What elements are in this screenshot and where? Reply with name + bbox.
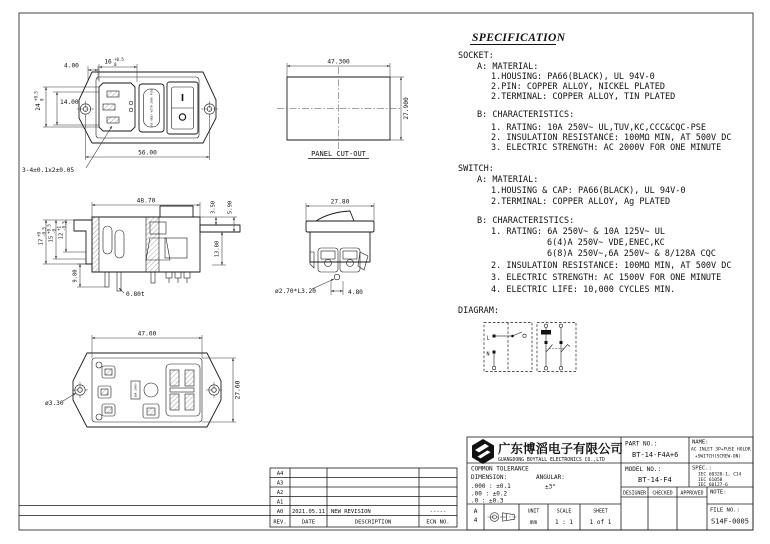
rear-flange (73, 353, 221, 427)
dim-56-label: 56.00 (138, 149, 157, 157)
pin-earth (107, 91, 119, 97)
socket-terminals (98, 366, 115, 416)
spec-line: 3. ELECTRIC STRENGTH: AC 1500V FOR ONE MINUTE (491, 273, 722, 283)
dim-15-label (47, 224, 57, 243)
model-no-value: BT-14-F4 (638, 476, 672, 484)
switch-block-top (160, 206, 193, 217)
dim-4-80-label: 4.80 (348, 289, 363, 296)
spec-line: 6(8)A 250V~,6A 250V~ & 8/128A CQC (547, 249, 716, 259)
cutout-width-label: 47.300 (327, 58, 350, 66)
terminal-screw (347, 260, 354, 267)
rev-cell: A0 (276, 509, 284, 515)
side-view-dimensions (37, 198, 238, 299)
spec-line: B: CHARACTERISTICS: (477, 216, 575, 226)
unit-value: mm (529, 519, 538, 526)
dim-13-80-label: 13.80 (214, 240, 221, 258)
revision-table (19, 468, 457, 527)
dim-0-80-label: 0.80t (126, 291, 145, 298)
front-view (22, 57, 218, 174)
svg-text:16: 16 (104, 58, 112, 66)
side-tab (358, 252, 368, 270)
company-logo (472, 439, 494, 464)
rocker-off-mark (179, 114, 185, 120)
unit-label: UNIT (527, 509, 540, 515)
svg-text:+0.5: +0.5 (114, 56, 124, 62)
svg-text:+0.5: +0.5 (33, 91, 39, 101)
name-value-line1: AC INLET 3P+FUSE HOLDR (691, 447, 751, 453)
inlet-socket (99, 83, 135, 131)
spec-line-3: IEC 60127-6 (698, 483, 728, 488)
spec-line: 4. ELECTRIC LIFE: 10,000 CYCLES MIN. (491, 285, 676, 295)
pin-neutral (107, 117, 119, 123)
line-terminal-label: L (486, 335, 490, 342)
spec-line-1: IEC 60320-1, C14 (698, 472, 742, 478)
dim-4-label: 4.00 (64, 62, 79, 70)
spec-line: 2. INSULATION RESISTANCE: 100MΩ MIN, AT 500V DC (491, 133, 732, 143)
name-label: NAME: (692, 439, 709, 446)
rev-cell: A1 (276, 499, 284, 506)
spec-line: B: CHARACTERISTICS: (477, 110, 575, 120)
end-view (275, 199, 374, 297)
rear-hole-right (206, 382, 222, 398)
angular-label: ANGULAR: (536, 474, 565, 481)
solder-pin (151, 272, 155, 283)
dim-hole-label: ø3.30 (45, 400, 64, 407)
spec-line: 2.PIN: COPPER ALLOY, NICKEL PLATED (491, 82, 665, 92)
rear-view (45, 331, 242, 428)
scale-value: 1 : 1 (554, 519, 574, 526)
sheet-label: SHEET (593, 509, 608, 515)
svg-text:24: 24 (35, 103, 42, 111)
spec-line-2: IEC 61058 (698, 477, 723, 483)
name-value-line2: +SWITCH(SCREW-ON) (695, 454, 742, 460)
tolerance-title: COMMON TOLERANCE (471, 465, 529, 473)
dim-3-50-label: 3.50 (210, 200, 217, 214)
panel-cutout-title: PANEL CUT-OUT (311, 150, 366, 158)
rev-desc-cell: NEW REVISION (331, 509, 371, 515)
spec-line: A: MATERIAL: (477, 62, 539, 72)
switch-schematic-box (537, 323, 576, 372)
sheet-size-number: 4 (473, 517, 478, 524)
mount-bracket (74, 220, 92, 264)
rev-cell: A4 (276, 471, 284, 477)
side-view (37, 198, 241, 299)
scale-label: SCALE (556, 509, 572, 515)
note-label: NOTE: (710, 489, 727, 496)
dim-12-label (57, 221, 67, 240)
dim-17-label (37, 227, 47, 246)
svg-text:0: 0 (114, 61, 117, 67)
switch-heading: SWITCH: (458, 164, 494, 174)
dim-16-label (104, 57, 124, 67)
tolerance-block (471, 466, 565, 505)
solder-pin (105, 272, 109, 287)
pin-line (103, 104, 115, 110)
company-name-cn: 广东博滔电子有限公司 (498, 442, 624, 456)
diagram-heading: DIAGRAM: (458, 306, 499, 316)
svg-text:+1: +1 (56, 226, 62, 231)
neutral-terminal-label: N (486, 351, 490, 358)
sheet-value: 1 of 1 (589, 519, 612, 526)
cert-mark (129, 108, 133, 112)
file-no-label: FILE NO.: (710, 507, 740, 514)
fuse-clip (103, 226, 112, 254)
svg-text:-0.5: -0.5 (61, 221, 67, 231)
side-tab (310, 252, 314, 268)
rating-label: 10A 250V~ (133, 382, 138, 398)
date-header: DATE (301, 519, 316, 526)
spec-line: 2.TERMINAL: COPPER ALLOY, TIN PLATED (491, 92, 676, 102)
case-screw (96, 362, 102, 368)
spec-line: 1. RATING: 10A 250V~ UL,TUV,KC,CCC&CQC-PSE (491, 123, 706, 133)
rev-ecn-cell: ----- (429, 509, 447, 515)
dimension-label: DIMENSION: (471, 474, 508, 481)
svg-text:12: 12 (58, 232, 65, 240)
panel-cutout-view (277, 59, 410, 159)
cert-mark (129, 101, 133, 105)
title-block (467, 437, 753, 530)
rear-hole-left (72, 382, 88, 398)
projection-symbol (488, 513, 517, 522)
spec-line: 2.TERMINAL: COPPER ALLOY, Ag PLATED (491, 197, 671, 207)
company-name-en: GUANGDONG BOYTALL ELECTRONICS CO.,LTD (498, 458, 605, 463)
spec-line: A: MATERIAL: (477, 175, 539, 185)
svg-text:15: 15 (48, 235, 55, 243)
tolerance-row-1: .000 : ±0.1 (471, 483, 511, 490)
center-boss (144, 383, 158, 397)
front-view-dimensions (22, 57, 210, 174)
fuse-end-contact (523, 334, 526, 337)
designer-label: DESIGNER (622, 491, 647, 497)
ecn-header: ECN NO. (426, 519, 450, 526)
tolerance-row-2: .00 : ±0.2 (471, 490, 508, 498)
rev-date-cell: 2021.05.11 (291, 509, 326, 515)
mounting-hole-left (77, 101, 94, 117)
dim-pin-label: ø2.70*L3.20 (275, 288, 316, 295)
mounting-hole-right (201, 101, 218, 117)
svg-text:+0.5: +0.5 (46, 224, 52, 234)
rev-cell: A3 (276, 480, 284, 487)
rev-header: REV. (273, 519, 287, 526)
spec-title: SPECIFICATION (472, 32, 566, 44)
circuit-diagram (484, 323, 576, 372)
fuse-drawer (139, 84, 164, 132)
file-no-value: S14F-0005 (711, 517, 749, 526)
end-view-dimensions (275, 199, 374, 297)
svg-text:17: 17 (38, 238, 45, 246)
approved-label: APPROVED (680, 491, 704, 497)
switch-cavity (165, 238, 187, 258)
round-pin (334, 274, 340, 280)
rocker-profile (316, 211, 354, 221)
spec-line: 1. RATING: 6A 250V~ & 10A 125V~ UL (491, 227, 665, 237)
spec-line: 2. INSULATION RESISTANCE: 100MΩ MIN, AT 500V DC (491, 261, 732, 271)
specification-block (458, 32, 732, 316)
dim-14-label: 14.00 (60, 99, 79, 106)
dim-24-label (34, 91, 45, 111)
svg-text:-0.5: -0.5 (41, 227, 47, 237)
dim-48-70-label: 48.70 (136, 197, 156, 205)
switch-bezel (306, 221, 374, 232)
fuse-clip (115, 230, 124, 258)
dim-9-80-label: 9.80 (72, 269, 79, 283)
angular-value: ±3° (545, 483, 556, 491)
tolerance-row-3: .0 : ±0.3 (471, 497, 504, 505)
fuse-drawer-label: USE ONLY WITH 250V FUSE (149, 88, 154, 128)
svg-text:-0: -0 (51, 229, 57, 234)
dim-27-60-label: 27.60 (234, 380, 242, 400)
dim-5-90-label: 5.90 (227, 200, 234, 214)
rocker-switch (167, 82, 198, 134)
description-header: DESCRIPTION (354, 519, 392, 526)
part-no-value: BT-14-F4A+6 (632, 451, 679, 459)
spec-line: 1.HOUSING & CAP: PA66(BLACK), UL 94V-0 (491, 186, 686, 196)
case-screw (96, 414, 102, 420)
svg-text:0: 0 (39, 98, 45, 101)
cutout-height-label: 27.900 (403, 97, 410, 120)
spec-line: 6(4)A 250V~ VDE,ENEC,KC (547, 238, 665, 248)
spec-line: 3. ELECTRIC STRENGTH: AC 2000V FOR ONE MINUTE (491, 143, 722, 153)
part-no-label: PART NO.: (625, 440, 658, 448)
terminal-screw (325, 260, 332, 267)
pin-note-label: 3-4±0.1x2±0.05 (22, 167, 75, 174)
indicator-lamp (541, 330, 551, 335)
switch-terminal-block (166, 364, 200, 416)
rev-cell: A2 (276, 490, 284, 496)
spec-label: SPEC.: (692, 465, 712, 472)
dim-27-80-label: 27.80 (330, 198, 350, 206)
dim-47-label: 47.00 (137, 330, 157, 338)
model-no-label: MODEL NO.: (625, 466, 662, 473)
checked-label: CHECKED (652, 491, 673, 497)
spec-line: 1.HOUSING: PA66(BLACK), UL 94V-0 (491, 72, 655, 82)
socket-heading: SOCKET: (458, 51, 494, 61)
sheet-size-letter: A (473, 508, 478, 515)
svg-text:+0: +0 (36, 232, 42, 237)
fuse-contact (511, 335, 514, 338)
